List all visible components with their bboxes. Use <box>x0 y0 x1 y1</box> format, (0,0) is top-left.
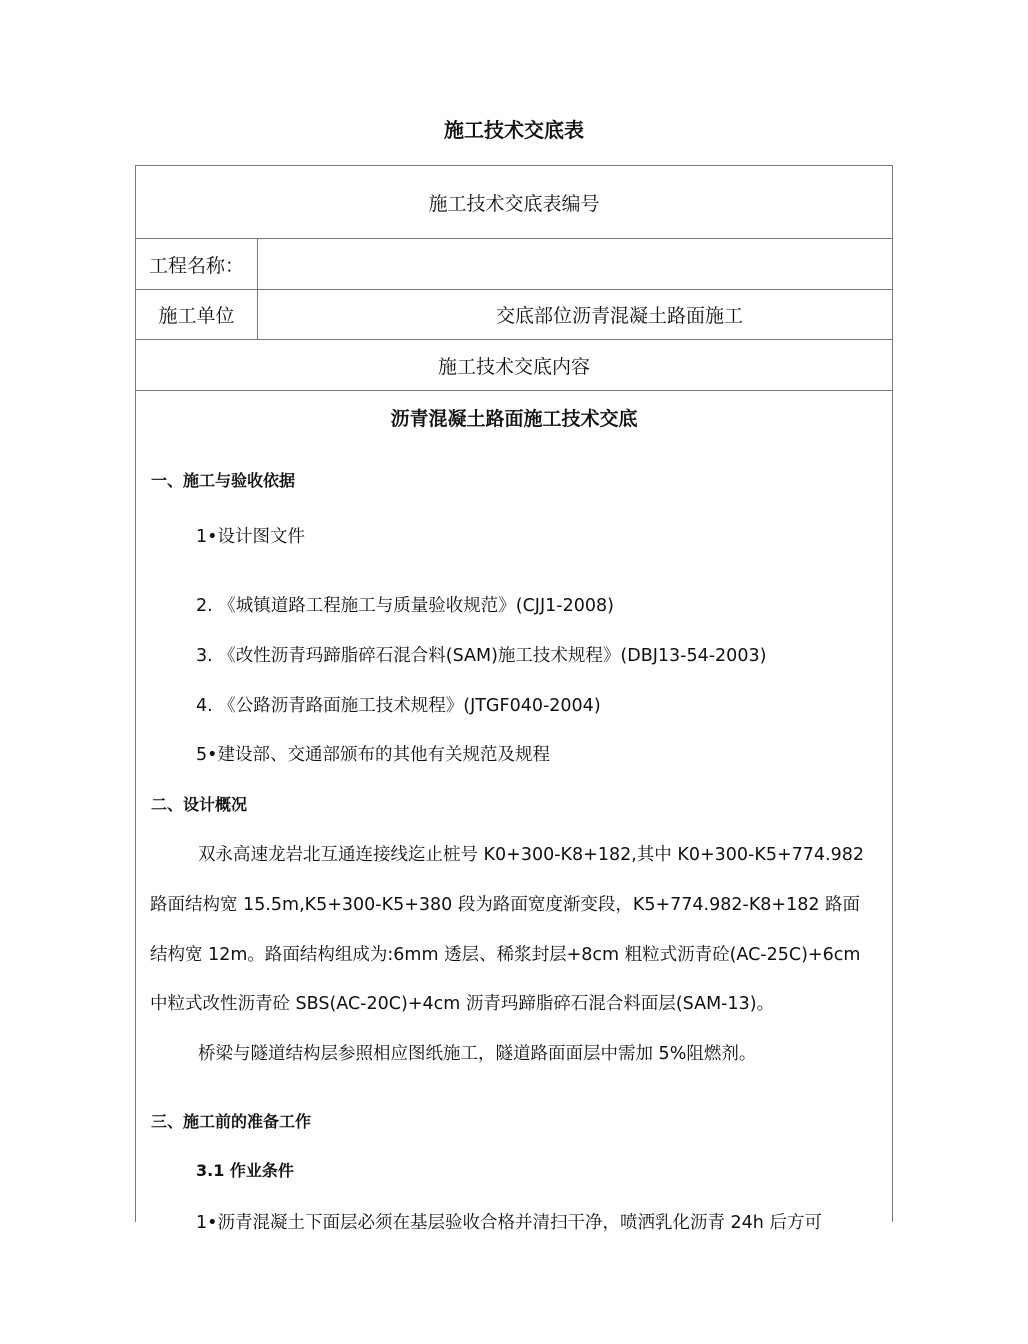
document-title: 施工技术交底表 <box>444 118 584 142</box>
list-item: 2. 《城镇道路工程施工与质量验收规范》(CJJ1-2008) <box>196 596 614 616</box>
project-name-label: 工程名称： <box>136 239 258 289</box>
table-row <box>136 166 892 239</box>
subsection-title: 3.1 作业条件 <box>196 1161 294 1180</box>
table-row <box>136 239 892 290</box>
list-item: 4. 《公路沥青路面施工技术规程》(JTGF040-2004) <box>196 696 601 716</box>
code-label: 施工技术交底表编号 <box>428 192 600 215</box>
content-label: 施工技术交底内容 <box>437 355 590 378</box>
unit-value: 交底部位沥青混凝土路面施工 <box>496 305 744 327</box>
list-item: 1•设计图文件 <box>196 527 305 547</box>
disclosure-table <box>135 165 893 1233</box>
table-row <box>136 290 892 340</box>
section-title: 一、施工与验收依据 <box>151 471 296 490</box>
list-item: 3. 《改性沥青玛蹄脂碎石混合料(SAM)施工技术规程》(DBJ13-54-2003) <box>196 646 767 666</box>
paragraph-line: 桥梁与隧道结构层参照相应图纸施工，隧道路面面层中需加 5%阻燃剂。 <box>198 1044 757 1064</box>
content-heading: 沥青混凝土路面施工技术交底 <box>390 408 638 430</box>
paragraph-line: 1•沥青混凝土下面层必须在基层验收合格并清扫干净，喷洒乳化沥青 24h 后方可 <box>196 1213 822 1233</box>
section-title: 三、施工前的准备工作 <box>151 1112 312 1131</box>
list-item: 5•建设部、交通部颁布的其他有关规范及规程 <box>196 745 550 765</box>
unit-label: 施工单位 <box>136 290 258 339</box>
paragraph-line: 双永高速龙岩北互通连接线迄止桩号 K0+300-K8+182,其中 K0+300-K5+774.982 <box>198 845 864 865</box>
paragraph-line: 路面结构宽 15.5m,K5+300-K5+380 段为路面宽度渐变段，K5+774.982-K8+182 路面 <box>150 895 861 915</box>
project-name-value <box>258 239 892 289</box>
paragraph-line: 中粒式改性沥青砼 SBS(AC-20C)+4cm 沥青玛蹄脂碎石混合料面层(SAM-13)。 <box>150 994 775 1014</box>
table-row <box>136 340 892 391</box>
section-title: 二、设计概况 <box>151 795 248 814</box>
paragraph-line: 结构宽 12m。路面结构组成为:6mm 透层、稀浆封层+8cm 粗粒式沥青砼(AC-25C)+6cm <box>150 945 861 965</box>
